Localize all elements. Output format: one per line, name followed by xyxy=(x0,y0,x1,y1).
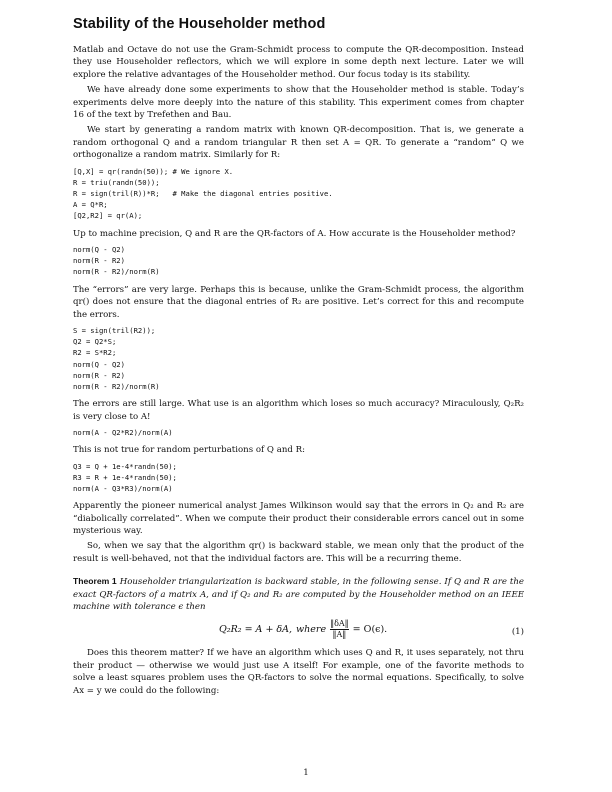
code-block-errors: norm(Q - Q2) norm(R - R2) norm(R - R2)/norm(R) xyxy=(73,245,160,277)
equation-rhs: = O(ϵ). xyxy=(352,624,388,636)
equation-where: where xyxy=(296,624,327,636)
paragraph-setup: We start by generating a random matrix with known QR-decomposition. That is, we generate a random orthogonal Q and a random triangular R then set A = QR. To generate a “random” Q we orthogonalize a random matrix. Similarly for R: xyxy=(73,125,524,161)
paragraph-large-errors: The “errors” are very large. Perhaps this is because, unlike the Gram-Schmidt process, the algorithm qr() does not ensure that the diagonal entries of R₂ are positive. Let’s correct for this and recompute the errors. xyxy=(73,284,524,320)
code-block-setup: [Q,X] = qr(randn(50)); # We ignore X. R = triu(randn(50)); R = sign(tril(R))*R; # Make the diagonal entries positive. A = Q*R; [Q2,R2] = qr(A); xyxy=(73,166,333,221)
equation-lhs: Q₂R₂ = A + δA, xyxy=(219,624,293,636)
code-block-product: norm(A - Q2*R2)/norm(A) xyxy=(73,427,173,437)
paragraph-theorem-matter: Does this theorem matter? If we have an algorithm which uses Q and R, it uses separately, not thru their product — otherwise we would just use A itself! For example, one of the favorite methods to solve a least squares problem uses the QR-factors to solve the normal equations. Specifically, to solve Ax = y we could do the following: xyxy=(73,648,524,696)
equation-1 xyxy=(73,613,524,647)
equation-content xyxy=(219,619,387,640)
page-number: 1 xyxy=(303,768,309,778)
paragraph-wilkinson: Apparently the pioneer numerical analyst James Wilkinson would say that the errors in Q₂ and R₂ are “diabolically correlated”. When we compute their product their considerable errors cancel out in some mysterious way. xyxy=(73,501,524,536)
paragraph-random-perturbations: This is not true for random perturbations of Q and R: xyxy=(73,445,305,456)
theorem-statement: Householder triangularization is backward stable, in the following sense. If Q and R are the exact QR-factors of a matrix A, and if Q₂ and R₂ are computed by the Householder method on an IEEE machine with tolerance ϵ then xyxy=(73,577,524,612)
paragraph-still-large: The errors are still large. What use is an algorithm which loses so much accuracy? Miraculously, Q₂R₂ is very close to A! xyxy=(73,399,524,422)
theorem-block xyxy=(73,575,524,613)
equation-fraction xyxy=(330,619,349,640)
document-title: Stability of the Householder method xyxy=(73,16,326,32)
code-block-sign-correction: S = sign(tril(R2)); Q2 = Q2*S; R2 = S*R2; norm(Q - Q2) norm(R - R2) norm(R - R2)/norm(R) xyxy=(73,325,160,391)
paragraph-backward-stable: So, when we say that the algorithm qr() is backward stable, we mean only that the product of the result is well-behaved, not that the individual factors are. This will be a recurring theme. xyxy=(73,541,524,564)
equation-numerator: ‖δA‖ xyxy=(330,619,349,629)
paragraph-accuracy-question: Up to machine precision, Q and R are the QR-factors of A. How accurate is the Householder method? xyxy=(73,228,516,239)
equation-number: (1) xyxy=(511,627,524,638)
theorem-label: Theorem 1 xyxy=(73,576,117,587)
paragraph-experiments: We have already done some experiments to show that the Householder method is stable. Today’s experiments delve more deeply into the nature of this stability. This experiment comes from chapter 16 of the text by Trefethen and Bau. xyxy=(73,85,524,121)
code-block-perturbations: Q3 = Q + 1e-4*randn(50); R3 = R + 1e-4*randn(50); norm(A - Q3*R3)/norm(A) xyxy=(73,461,177,493)
paragraph-intro: Matlab and Octave do not use the Gram-Schmidt process to compute the QR-decomposition. Instead they use Householder reflectors, which we will explore in some depth next lecture. Later we will explore the relative advantages of the Householder method. Our focus today is its stability. xyxy=(73,45,524,80)
equation-denominator: ‖A‖ xyxy=(332,630,347,640)
